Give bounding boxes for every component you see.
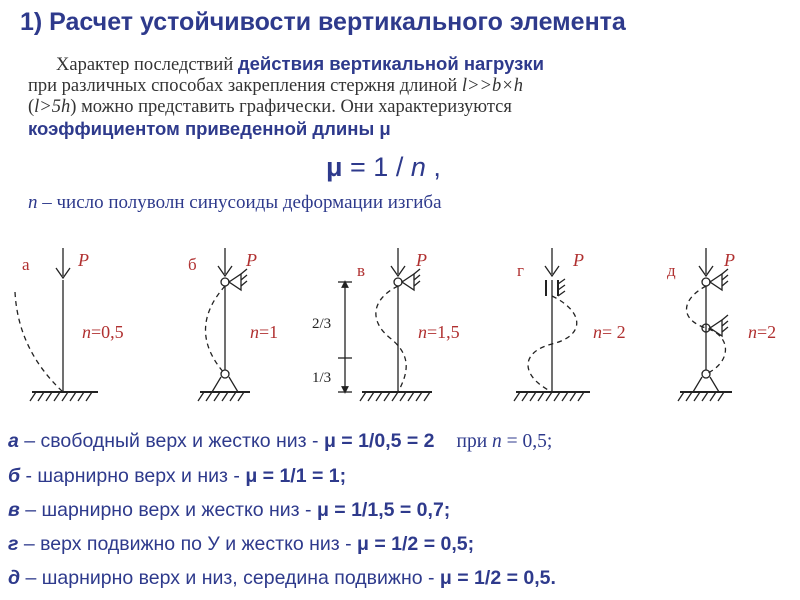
case-g — [8, 527, 798, 561]
intro-text: ( — [28, 97, 35, 117]
case-extra-text: = 0,5; — [501, 431, 553, 452]
sliding-clamp-icon — [546, 279, 565, 296]
pin-base-icon — [678, 370, 732, 401]
case-extra-n: n — [492, 431, 502, 452]
scheme-letter: б — [188, 255, 197, 274]
load-label: P — [246, 250, 257, 270]
case-letter: б — [8, 465, 21, 487]
formula-n: n — [410, 152, 426, 182]
cases-list — [8, 424, 798, 595]
n-symbol: n — [593, 322, 602, 342]
n-value-label — [418, 322, 460, 342]
load-label: P — [78, 250, 89, 270]
scheme-v — [312, 248, 460, 401]
n-definition — [28, 192, 442, 214]
load-arrow-icon — [218, 248, 232, 276]
scheme-letter: а — [22, 255, 30, 274]
load-label: P — [416, 250, 427, 270]
case-letter: г — [8, 533, 19, 555]
formula-text: , — [425, 152, 441, 182]
n-value-label — [82, 322, 124, 342]
n-value-label — [593, 322, 626, 342]
case-text: – свободный верх и жестко низ - — [18, 430, 324, 452]
fixed-base-icon — [514, 392, 590, 401]
case-b — [8, 459, 798, 493]
buckled-shape — [376, 286, 406, 392]
intro-line-3 — [28, 97, 788, 118]
n-definition-text: – число полуволн синусоиды деформации изгиба — [37, 192, 442, 213]
dimension-line — [338, 282, 352, 392]
slide-title: 1) Расчет устойчивости вертикального элемента — [20, 8, 626, 36]
scheme-a — [15, 248, 124, 401]
intro-line-1 — [28, 53, 788, 76]
scheme-g — [514, 248, 626, 401]
case-text: – шарнирно верх и низ, середина подвижно - — [20, 567, 440, 589]
load-arrow-icon — [545, 248, 559, 276]
case-mu: μ = 1/2 = 0,5; — [357, 533, 475, 555]
buckled-shape — [15, 292, 63, 392]
pin-base-icon — [198, 370, 250, 401]
case-letter: а — [8, 430, 19, 452]
n-symbol: n — [418, 322, 427, 342]
mu-symbol: μ — [326, 152, 343, 182]
load-arrow-icon — [699, 248, 713, 276]
load-arrow-icon — [56, 248, 70, 278]
formula-text: = 1 / — [342, 152, 411, 182]
n-symbol: n — [28, 192, 38, 213]
n-symbol: n — [748, 322, 757, 342]
case-text: – шарнирно верх и жестко низ - — [19, 499, 317, 521]
length-condition: l>>b×h — [461, 76, 524, 96]
intro-paragraph — [28, 53, 788, 139]
intro-line-2 — [28, 76, 788, 97]
case-mu: μ = 1/1,5 = 0,7; — [316, 499, 451, 521]
intro-emphasis: действия вертикальной нагрузки — [237, 53, 544, 74]
case-text: - шарнирно верх и низ - — [20, 465, 246, 487]
intro-text: при различных способах закрепления стержня длиной — [28, 76, 462, 96]
scheme-letter: д — [667, 261, 676, 280]
intro-text: Характер последствий — [56, 55, 238, 75]
n-value: =0,5 — [91, 322, 124, 342]
intro-text: ) можно представить графически. Они характеризуются — [70, 97, 512, 117]
n-value: =1 — [259, 322, 279, 342]
case-letter: в — [8, 499, 20, 521]
mu-formula — [326, 152, 441, 183]
n-symbol: n — [250, 322, 259, 342]
buckled-shape — [206, 286, 226, 374]
case-d — [8, 561, 798, 595]
n-value: =2 — [757, 322, 777, 342]
case-v — [8, 493, 798, 527]
case-letter: д — [8, 567, 21, 589]
n-value-label — [250, 322, 278, 342]
intro-line-4: коэффициентом приведенной длины μ — [28, 118, 391, 139]
scheme-b — [188, 248, 278, 401]
dimension-bottom-label: 1/3 — [312, 370, 332, 386]
case-extra — [457, 431, 553, 452]
case-mu: μ = 1/0,5 = 2 — [323, 430, 435, 452]
case-text: – верх подвижно по У и жестко низ - — [18, 533, 358, 555]
n-value-label — [748, 322, 776, 342]
load-label: P — [573, 250, 584, 270]
fixed-base-icon — [30, 392, 98, 401]
dimension-top-label: 2/3 — [312, 316, 332, 332]
case-mu: μ = 1/2 = 0,5. — [439, 567, 556, 589]
case-extra-text: при — [456, 431, 493, 452]
n-value: =1,5 — [427, 322, 460, 342]
scheme-letter: г — [517, 261, 524, 280]
fixed-base-icon — [360, 392, 432, 401]
case-mu: μ = 1/1 = 1; — [245, 465, 347, 487]
n-value: = 2 — [602, 322, 626, 342]
case-a — [8, 424, 798, 459]
scheme-letter: в — [357, 261, 366, 280]
scheme-d — [667, 248, 776, 401]
n-symbol: n — [82, 322, 91, 342]
load-arrow-icon — [391, 248, 405, 276]
load-label: P — [724, 250, 735, 270]
buckling-diagrams — [0, 240, 800, 420]
length-condition: l>5h — [34, 97, 71, 117]
